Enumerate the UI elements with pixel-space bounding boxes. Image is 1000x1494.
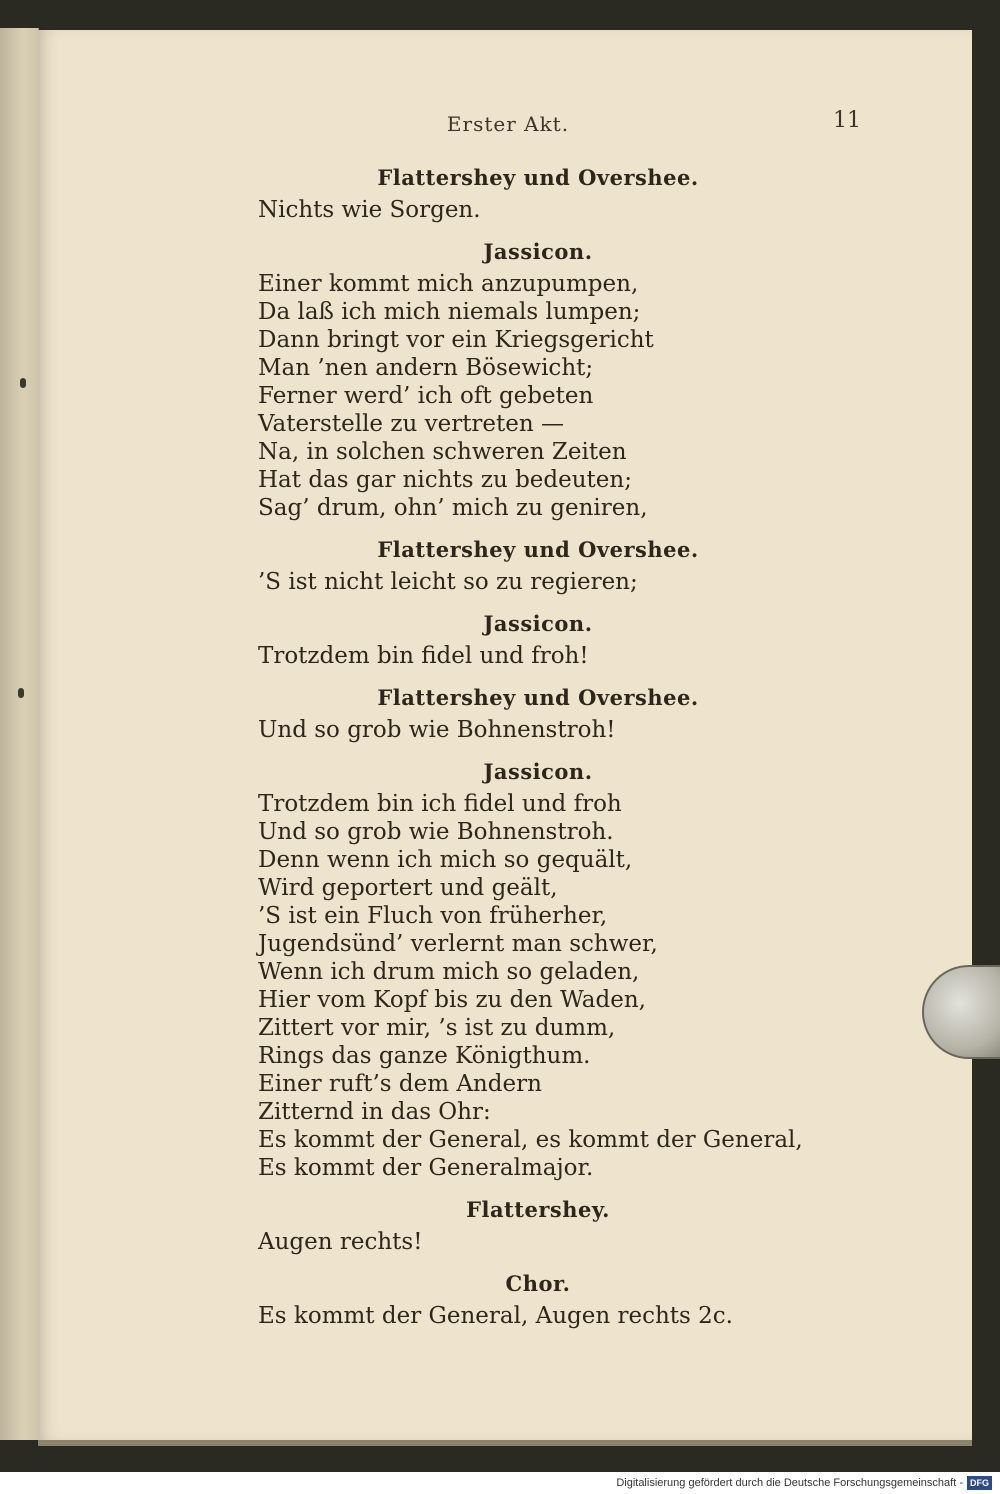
verse-line: Einer ruft’s dem Andern bbox=[258, 1071, 542, 1097]
verse-line: Wenn ich drum mich so geladen, bbox=[258, 959, 640, 985]
verse-line: Man ’nen andern Bösewicht; bbox=[258, 355, 594, 381]
verse-line: Nichts wie Sorgen. bbox=[258, 197, 481, 223]
verse-line: Hat das gar nichts zu bedeuten; bbox=[258, 467, 632, 493]
binding-hole bbox=[18, 688, 24, 698]
speaker-heading: Flattershey und Overshee. bbox=[377, 685, 699, 710]
verse-line: Es kommt der General, Augen rechts 2c. bbox=[258, 1303, 733, 1329]
verse-line: Na, in solchen schweren Zeiten bbox=[258, 439, 627, 465]
running-head: Erster Akt. bbox=[446, 112, 570, 136]
verse-line: Hier vom Kopf bis zu den Waden, bbox=[258, 987, 646, 1013]
left-page-edge bbox=[0, 28, 39, 1440]
speaker-heading: Jassicon. bbox=[483, 759, 593, 784]
verse-line: Dann bringt vor ein Kriegsgericht bbox=[258, 327, 654, 353]
block-spacer bbox=[258, 522, 818, 532]
speaker-heading: Jassicon. bbox=[483, 611, 593, 636]
speaker-heading: Jassicon. bbox=[483, 239, 593, 264]
verse-line: Rings das ganze Königthum. bbox=[258, 1043, 591, 1069]
verse-line: Und so grob wie Bohnenstroh. bbox=[258, 819, 614, 845]
page-number: 11 bbox=[833, 108, 861, 133]
binding-hole bbox=[20, 378, 26, 388]
verse-line: Jugendsünd’ verlernt man schwer, bbox=[258, 931, 658, 957]
footer-text: Digitalisierung gefördert durch die Deutsche Forschungsgemeinschaft - bbox=[616, 1477, 963, 1489]
verse-line: ’S ist ein Fluch von früherher, bbox=[258, 903, 608, 929]
verse-line: Denn wenn ich mich so gequält, bbox=[258, 847, 633, 873]
block-spacer bbox=[258, 224, 818, 234]
speaker-heading: Flattershey und Overshee. bbox=[377, 537, 699, 562]
speaker-heading: Flattershey. bbox=[466, 1197, 610, 1222]
block-spacer bbox=[258, 596, 818, 606]
verse-line: Und so grob wie Bohnenstroh! bbox=[258, 717, 616, 743]
verse-line: Einer kommt mich anzupumpen, bbox=[258, 271, 639, 297]
verse-line: Trotzdem bin fidel und froh! bbox=[258, 643, 589, 669]
block-spacer bbox=[258, 1182, 818, 1192]
verse-line: Wird geportert und geält, bbox=[258, 875, 558, 901]
speaker-heading: Chor. bbox=[505, 1271, 571, 1296]
block-spacer bbox=[258, 1256, 818, 1266]
verse-line: Da laß ich mich niemals lumpen; bbox=[258, 299, 641, 325]
speaker-heading: Flattershey und Overshee. bbox=[377, 165, 699, 190]
verse-line: Sag’ drum, ohn’ mich zu geniren, bbox=[258, 495, 648, 521]
verse-line: Trotzdem bin ich fidel und froh bbox=[258, 791, 622, 817]
verse-line: Vaterstelle zu vertreten — bbox=[258, 411, 565, 437]
verse-line: Es kommt der General, es kommt der General, bbox=[258, 1127, 803, 1153]
verse-line: Es kommt der Generalmajor. bbox=[258, 1155, 594, 1181]
verse-line: Augen rechts! bbox=[258, 1229, 423, 1255]
book-page bbox=[38, 30, 972, 1440]
digitization-footer bbox=[0, 1472, 1000, 1494]
verse-line: Zittert vor mir, ’s ist zu dumm, bbox=[258, 1015, 616, 1041]
verse-line: ’S ist nicht leicht so zu regieren; bbox=[258, 569, 638, 595]
page-text bbox=[258, 160, 818, 1340]
block-spacer bbox=[258, 670, 818, 680]
verse-line: Ferner werd’ ich oft gebeten bbox=[258, 383, 594, 409]
block-spacer bbox=[258, 1330, 818, 1340]
block-spacer bbox=[258, 744, 818, 754]
page-edge-shadow bbox=[38, 1440, 972, 1446]
verse-line: Zitternd in das Ohr: bbox=[258, 1099, 491, 1125]
dfg-logo: DFG bbox=[967, 1476, 992, 1490]
